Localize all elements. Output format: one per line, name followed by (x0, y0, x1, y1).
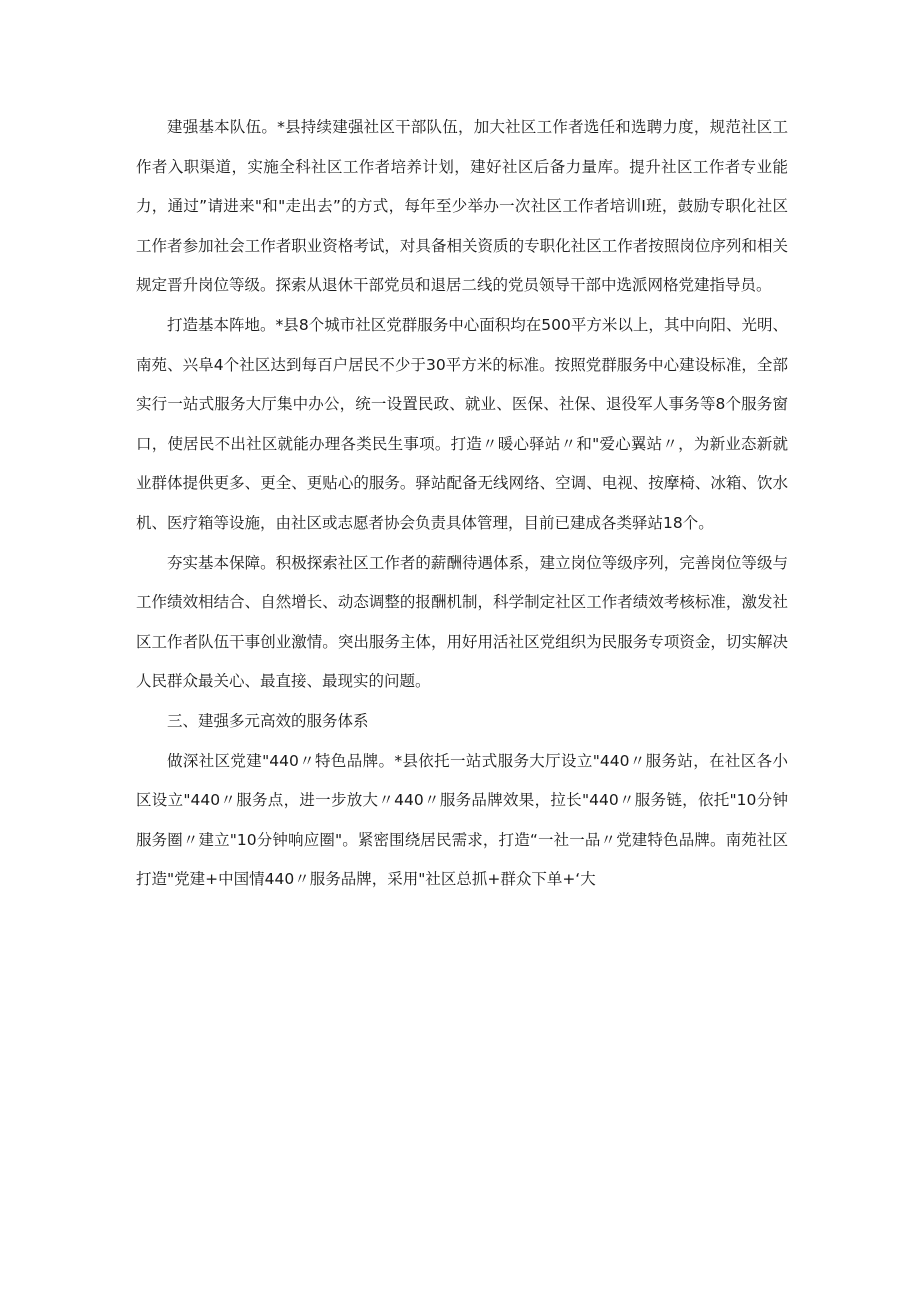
paragraph-build-team: 建强基本队伍。*县持续建强社区干部队伍，加大社区工作者选任和选聘力度，规范社区工作者入职渠道，实施全科社区工作者培养计划，建好社区后备力量库。提升社区工作者专业能力，通过”请进来"和"走出去”的方式，每年至少举办一次社区工作者培训I班，鼓励专职化社区工作者参加社会工作者职业资格考试，对具备相关资质的专职化社区工作者按照岗位序列和相关规定晋升岗位等级。探索从退休干部党员和退居二线的党员领导干部中选派网格党建指导员。 (136, 118, 788, 295)
paragraph-guarantee: 夯实基本保障。积极探索社区工作者的薪酬待遇体系，建立岗位等级序列，完善岗位等级与工作绩效相结合、自然增长、动态调整的报酬机制，科学制定社区工作者绩效考核标准，激发社区工作者队伍干事创业激情。突出服务主体，用好用活社区党组织为民服务专项资金，切实解决人民群众最关心、最直接、最现实的问题。 (136, 553, 788, 691)
document-page (136, 108, 788, 900)
paragraph-build-position: 打造基本阵地。*县8个城市社区党群服务中心面积均在500平方米以上，其中向阳、光明、南苑、兴阜4个社区达到每百户居民不少于30平方米的标准。按照党群服务中心建设标准，全部实行一站式服务大厅集中办公，统一设置民政、就业、医保、社保、退役军人事务等8个服务窗口，使居民不出社区就能办理各类民生事项。打造〃暖心驿站〃和"爱心翼站〃，为新业态新就业群体提供更多、更全、更贴心的服务。驿站配备无线网络、空调、电视、按摩椅、冰箱、饮水机、医疗箱等设施，由社区或志愿者协会负责具体管理，目前已建成各类驿站18个。 (136, 315, 788, 532)
paragraph-brand: 做深社区党建"440〃特色品牌。*县依托一站式服务大厅设立"440〃服务站，在社区各小区设立"440〃服务点，进一步放大〃440〃服务品牌效果，拉长"440〃服务链，依托"10分钟服务圈〃建立"10分钟响应圈"。紧密围绕居民需求，打造“一社一品〃党建特色品牌。南苑社区打造"党建+中国情440〃服务品牌，采用"社区总抓+群众下单+‘大 (136, 751, 788, 889)
section-heading: 三、建强多元高效的服务体系 (167, 711, 369, 730)
